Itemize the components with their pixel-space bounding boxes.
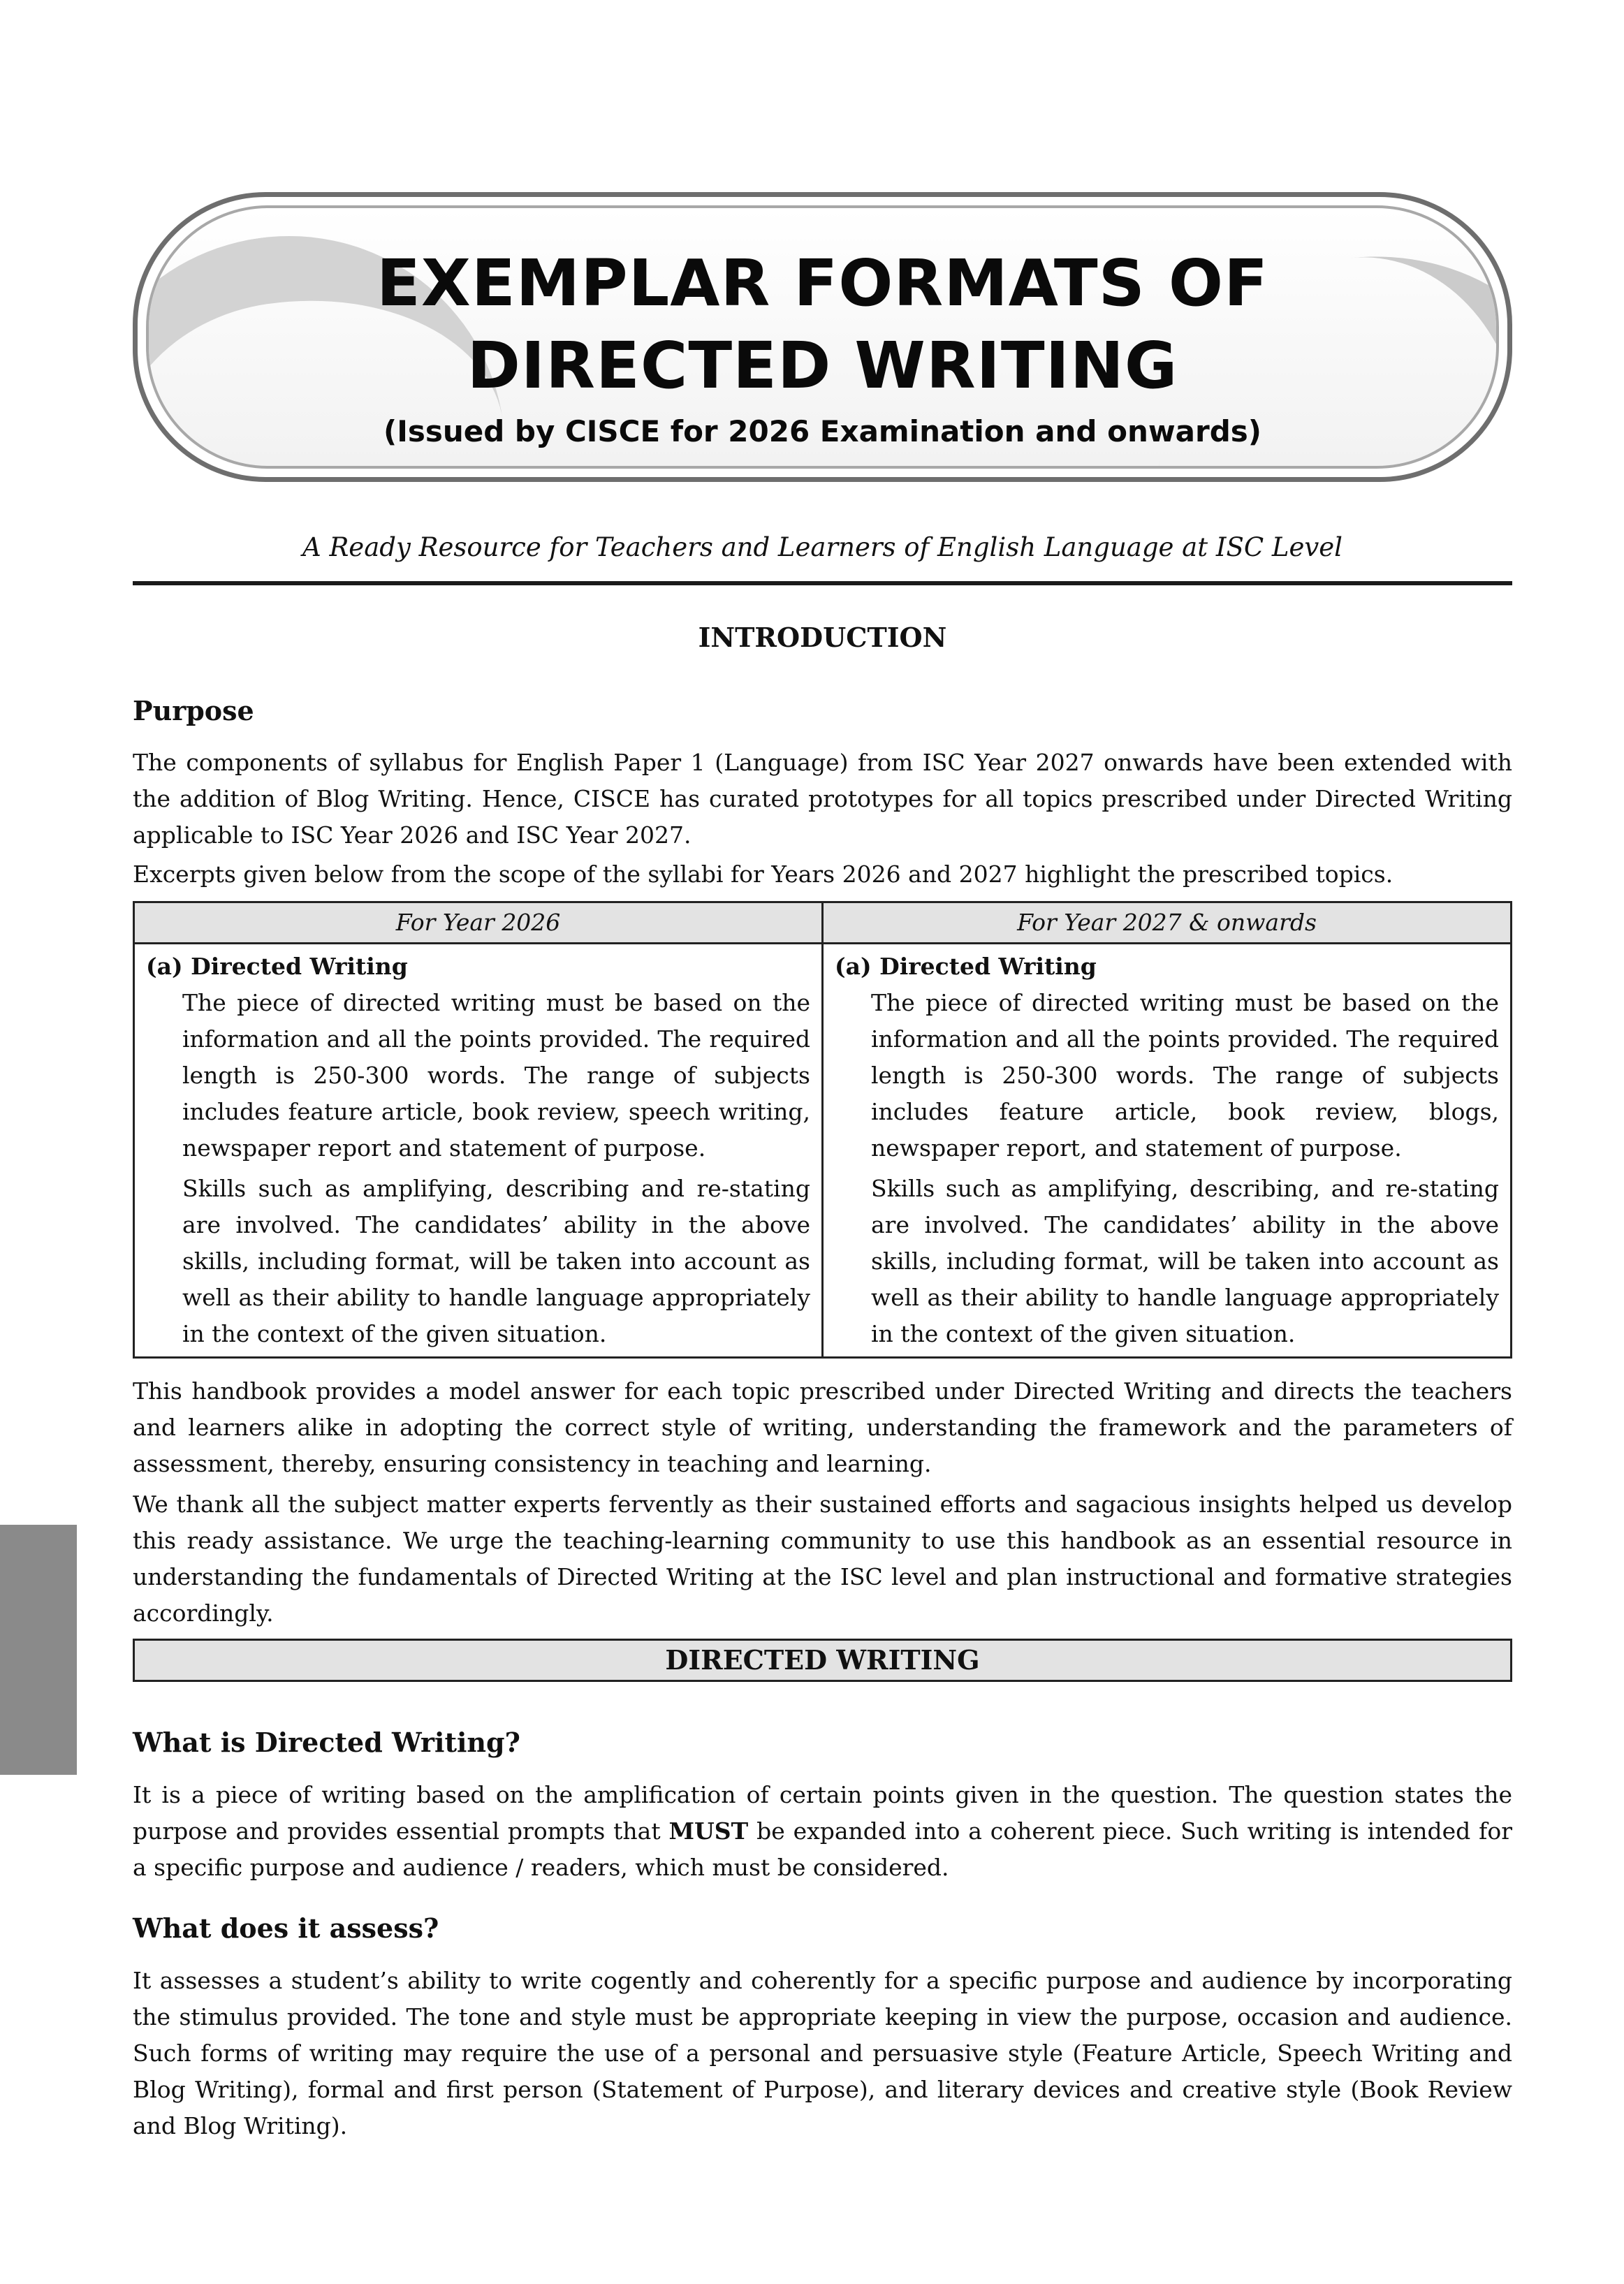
what-is-paragraph [133, 1777, 1512, 1886]
cell-paragraph: Skills such as amplifying, describing and re-stating are involved. The candidates’ ability in the above skills, including format, will be taken into account as well as their ability to handle language appropriately in the context of the given situation. [182, 1175, 810, 1347]
handbook-paragraph: This handbook provides a model answer for each topic prescribed under Directed Writing and directs the teachers and learners alike in adopting the correct style of writing, understanding the framework and the parameters of assessment, thereby, ensuring consistency in teaching and learning. [133, 1377, 1512, 1477]
syllabus-table [133, 901, 1512, 1359]
banner-text [138, 242, 1507, 456]
assess-paragraph: It assesses a student’s ability to write cogently and coherently for a specific purpose and audience by incorporating the stimulus provided. The tone and style must be appropriate keeping in view the purpose, occasion and audience. Such forms of writing may require the use of a personal and persuasive style (Feature Article, Speech Writing and Blog Writing), formal and first person (Statement of Purpose), and literary devices and creative style (Book Review and Blog Writing). [133, 1967, 1512, 2139]
purpose-section [133, 745, 1512, 893]
cell-paragraph: Skills such as amplifying, describing, and re-stating are involved. The candidates’ ability in the above skills, including format, will be taken into account as well as their ability to handle language appropriately in the context of the given situation. [871, 1175, 1499, 1347]
directed-writing-bar: DIRECTED WRITING [133, 1639, 1512, 1682]
cell-year-2027 [823, 944, 1512, 1358]
assess-section [133, 1963, 1512, 2144]
excerpts-paragraph: Excerpts given below from the scope of the syllabi for Years 2026 and 2027 highlight the prescribed topics. [133, 861, 1393, 888]
side-tab-marker [0, 1525, 77, 1775]
table-header-row [134, 902, 1512, 944]
what-is-heading: What is Directed Writing? [133, 1727, 520, 1758]
purpose-heading: Purpose [133, 695, 254, 726]
must-emphasis: MUST [668, 1817, 749, 1845]
title-line-1: EXEMPLAR FORMATS OF [376, 246, 1268, 321]
title-banner [133, 192, 1512, 482]
tagline: A Ready Resource for Teachers and Learners of English Language at ISC Level [302, 532, 1343, 562]
column-header-2026: For Year 2026 [134, 902, 823, 944]
title-line-2: DIRECTED WRITING [467, 328, 1178, 403]
thanks-paragraph: We thank all the subject matter experts fervently as their sustained efforts and sagacious insights helped us develop this ready assistance. We urge the teaching-learning community to use this handbook as an essential resource in understanding the fundamentals of Directed Writing at the ISC level and plan instructional and formative strategies accordingly. [133, 1491, 1512, 1627]
cell-heading: (a) Directed Writing [146, 953, 408, 980]
what-is-section [133, 1777, 1512, 1886]
cell-heading: (a) Directed Writing [835, 953, 1097, 980]
introduction-heading: INTRODUCTION [698, 622, 947, 653]
horizontal-rule [133, 581, 1512, 585]
purpose-paragraph: The components of syllabus for English Paper 1 (Language) from ISC Year 2027 onwards have been extended with the addition of Blog Writing. Hence, CISCE has curated prototypes for all topics prescribed under Directed Writing applicable to ISC Year 2026 and ISC Year 2027. [133, 749, 1512, 849]
cell-paragraph: The piece of directed writing must be based on the information and all the points provided. The required length is 250-300 words. The range of subjects includes feature article, book review, speech writing, newspaper report and statement of purpose. [182, 989, 810, 1162]
handbook-section [133, 1373, 1512, 1632]
what-is-text-end: be expanded into a coherent piece. Such writing is intended for a specific purpose and audience / readers, which must be considered. [133, 1817, 1513, 1881]
assess-heading: What does it assess? [133, 1912, 439, 1944]
banner-subtitle: (Issued by CISCE for 2026 Examination and onwards) [383, 414, 1261, 448]
cell-paragraph: The piece of directed writing must be based on the information and all the points provided. The required length is 250-300 words. The range of subjects includes feature article, book review, blogs, newspaper report, and statement of purpose. [871, 989, 1499, 1162]
cell-year-2026 [134, 944, 823, 1358]
what-is-text-start: It is a piece of writing based on the amplification of certain points given in the question. The question states the purpose and provides essential prompts that [133, 1781, 1512, 1845]
column-header-2027: For Year 2027 & onwards [823, 902, 1512, 944]
table-row [134, 944, 1512, 1358]
